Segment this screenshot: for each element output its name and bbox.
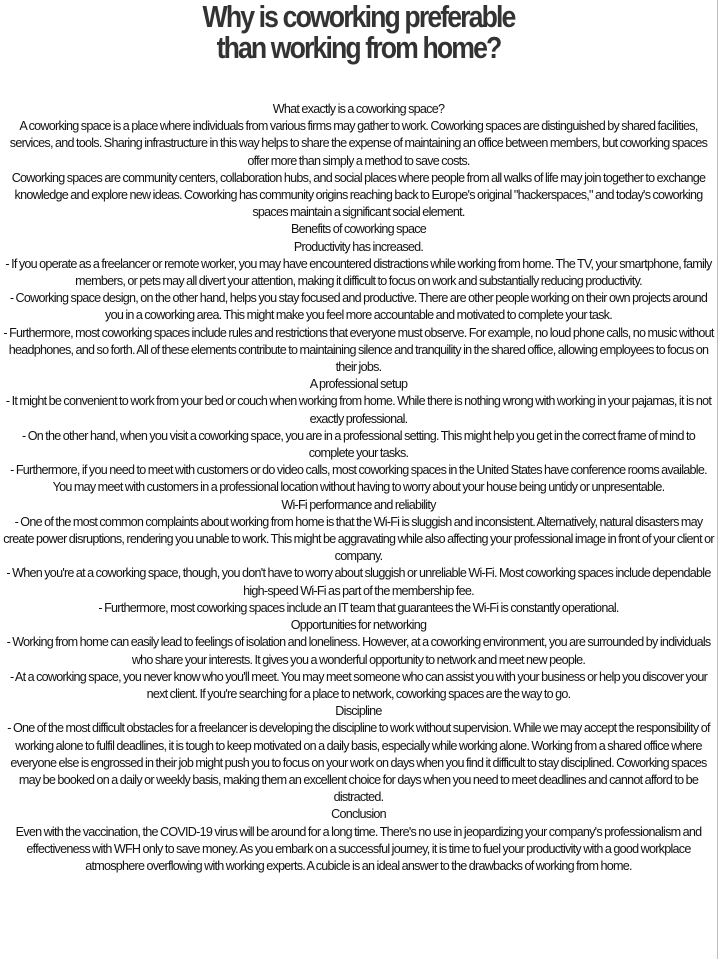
page-title-line-1: Why is coworking preferable: [202, 0, 515, 34]
paragraph: - If you operate as a freelancer or remote worker, you may have encountered distractions while working from home. The TV, your smartphone, family members, or pets may all divert your attention, making it difficult to focus on work and substantially reducing productivity.: [5, 256, 712, 289]
paragraph: Coworking spaces are community centers, collaboration hubs, and social places where people from all walks of life may join together to exchange knowledge and explore new ideas. Coworking has community origins reaching back to Europe's original "hackerspaces," and today's coworking spaces maintain a significant social element.: [11, 170, 706, 220]
section-heading-what-is: What exactly is a coworking space?: [272, 102, 445, 116]
paragraph: - On the other hand, when you visit a coworking space, you are in a professional setting. This might help you get in the correct frame of mind to complete your tasks.: [22, 428, 695, 461]
paragraph: - Coworking space design, on the other hand, helps you stay focused and productive. There are other people working on their own projects around you in a coworking area. This might make you feel more accountable and motivated to complete your task.: [9, 291, 708, 323]
section-heading-wifi: Wi-Fi performance and reliability: [281, 497, 436, 512]
section-heading-conclusion: Conclusion: [331, 807, 386, 822]
section-heading-discipline: Discipline: [335, 704, 382, 719]
paragraph: - Furthermore, most coworking spaces include rules and restrictions that everyone must observe. For example, no loud phone calls, no music without headphones, and so forth. All of these elements contribute to maintaining silence and tranquility in the shared office, allowing employees to focus on their jobs.: [3, 325, 714, 375]
paragraph: - One of the most difficult obstacles for a freelancer is developing the discipline to work without supervision. While we may accept the responsibility of working alone to fulfil deadlines, it is tough to keep motivated on a daily basis, especially while working alone. Working from a shared office where everyone else is engrossed in their job might push you to focus on your work on days when you find it difficult to stay disciplined. Coworking spaces may be booked on a daily or weekly basis, making them an excellent choice for days when you need to meet deadlines and cannot afford to be distracted.: [7, 721, 710, 805]
paragraph: - At a coworking space, you never know who you'll meet. You may meet someone who can assist you with your business or help you discover your next client. If you're searching for a place to network, coworking spaces are the way to go.: [9, 669, 708, 701]
paragraph: Even with the vaccination, the COVID-19 virus will be around for a long time. There's no use in jeopardizing your company's professionalism and effectiveness with WFH only to save money. As you embark on a successful journey, it is time to fuel your productivity with a good workplace atmosphere overflowing with working experts. A cubicle is an ideal answer to the drawbacks of working from home.: [15, 824, 702, 873]
section-heading-networking: Opportunities for networking: [290, 618, 427, 633]
page-title-line-2: than working from home?: [216, 30, 501, 65]
paragraph: - Furthermore, if you need to meet with customers or do video calls, most coworking spaces in the United States have conference rooms available. You may meet with customers in a professional location without having to worry about your house being untidy or unpresentable.: [10, 463, 707, 495]
section-heading-professional-setup: A professional setup: [309, 377, 408, 392]
paragraph: - One of the most common complaints about working from home is that the Wi-Fi is sluggish and inconsistent. Alternatively, natural disasters may create power disruptions, rendering you unable to work. This might be aggravating while also affecting your professional image in front of your client or company.: [3, 514, 714, 564]
page-title: [50, 0, 667, 63]
paragraph: - When you're at a coworking space, though, you don't have to worry about sluggish or unreliable Wi-Fi. Most coworking spaces include dependable high-speed Wi-Fi as part of the membership fee.: [6, 566, 711, 598]
paragraph: - Furthermore, most coworking spaces include an IT team that guarantees the Wi-Fi is constantly operational.: [98, 600, 619, 615]
section-heading-benefits: Benefits of coworking space: [290, 222, 427, 237]
paragraph: A coworking space is a place where individuals from various firms may gather to work. Coworking spaces are distinguished by shared facilities, services, and tools. Sharing infrastructure in this way helps to share the expense of maintaining an office between members, but coworking spaces offer more than simply a method to save costs.: [9, 119, 708, 168]
article-body: [0, 101, 717, 875]
section-heading-productivity: Productivity has increased.: [293, 239, 424, 254]
paragraph: - It might be convenient to work from your bed or couch when working from home. While there is nothing wrong with working in your pajamas, it is not exactly professional.: [5, 394, 712, 426]
paragraph: - Working from home can easily lead to feelings of isolation and loneliness. However, at a coworking environment, you are surrounded by individuals who share your interests. It gives you a wonderful opportunity to network and meet new people.: [6, 635, 711, 667]
